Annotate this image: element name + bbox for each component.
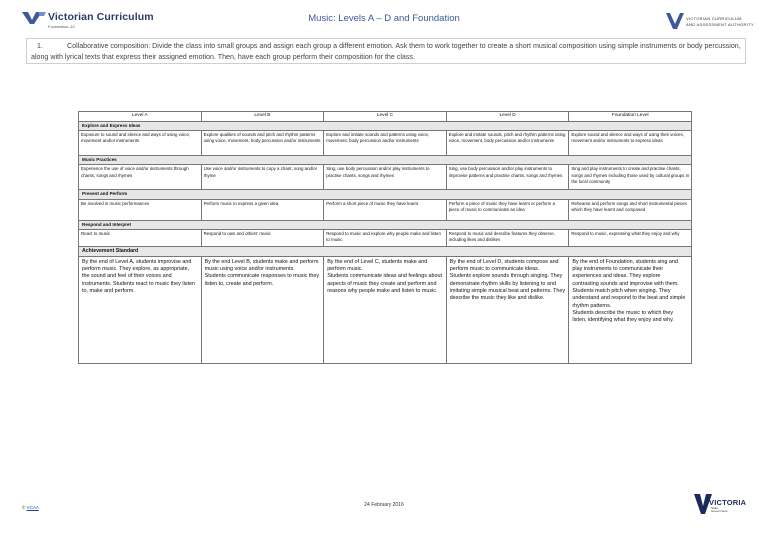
table-row (79, 131, 692, 156)
achievement-cell: By the end of Level D, students compose and perform music to communicate ideas. Students explore sounds through singing. They demonstrate rhythm skills by listening to and imitating simple musical beat and patterns. They describe the music they like and dislike. (446, 256, 569, 363)
vcaa-line-2: AND ASSESSMENT AUTHORITY (686, 21, 754, 27)
vcaa-logo (666, 13, 754, 33)
prompt-number: 1. (37, 42, 43, 50)
table-cell: Respond to music, expressing what they enjoy and why (569, 229, 692, 246)
document-title: Music: Levels A – D and Foundation (308, 13, 460, 24)
section-row (79, 220, 692, 229)
achievement-section-row (79, 246, 692, 256)
vcaa-wordmark (686, 16, 754, 27)
prompt-body: Collaborative composition: Divide the class into small groups and assign each group a different emotion. Ask them to work together to create a short musical composition using simple instruments or body percussion, along with lyrical texts that express their assigned emotion. Then, have each group perform their composition for the class. (31, 42, 741, 61)
table-cell: Respond to own and others' music (201, 229, 324, 246)
achievement-cell: By the end of Level C, students make and perform music. Students communicate ideas and feelings about aspects of music they create and perform and reasons why people make and listen to music. (324, 256, 447, 363)
victoria-sub-state: State (711, 506, 719, 510)
table-cell: Respond to music and explore why people make and listen to music (324, 229, 447, 246)
vcaa-mark-icon (666, 13, 684, 29)
brand-name: Victorian Curriculum (48, 11, 154, 23)
table-cell: Use voice and/or instruments to copy a chant, song and/or rhyme (201, 165, 324, 190)
footer-date: 24 February 2016 (364, 502, 404, 508)
table-cell: Sing, use body percussion and/or play instruments to improvise patterns and practise chants, songs and rhymes (446, 165, 569, 190)
achievement-cell: By the end of Foundation, students sing and play instruments to communicate their experiences and ideas. They explore contrasting sounds and improvise with them. Students match pitch when singing. They understand and respond to the beat and simple rhythm patterns. Students describe the music to which they listen, identifying what they enjoy and why. (569, 256, 692, 363)
vcaa-link[interactable]: VCAA (26, 505, 39, 510)
table-cell: Perform music to express a given idea (201, 199, 324, 220)
table-cell: Respond to music and describe features they observe, including likes and dislikes (446, 229, 569, 246)
section-title: Present and Perform (79, 190, 692, 199)
table-cell: React to music (79, 229, 202, 246)
page-header (0, 0, 768, 36)
section-row (79, 122, 692, 131)
section-row (79, 156, 692, 165)
section-title: Explore and Express Ideas (79, 122, 692, 131)
table-cell: Sing, use body percussion and/or play instruments to practise chants, songs and rhymes (324, 165, 447, 190)
table-cell: Exposure to sound and silence and ways of using voice, movement and/or instruments (79, 131, 202, 156)
prompt-box (26, 38, 746, 64)
achievement-cell: By the end of Level A, students improvise and perform music. They explore, as appropriate, the sound and feel of their voices and instruments. Students react to music they listen to, make and perform. (79, 256, 202, 363)
victoria-wordmark: VICTORIA (709, 498, 747, 507)
victoria-government-logo (694, 494, 747, 518)
copyright-symbol: © (22, 505, 26, 510)
table-cell: Explore qualities of sounds and pitch and rhythm patterns using voice, movement, body percussion and/or instruments (201, 131, 324, 156)
section-row (79, 190, 692, 199)
table-cell: Explore and imitate sounds, pitch and rhythm patterns using voice, movement, body percussion and/or instruments (446, 131, 569, 156)
header-foundation: Foundation Level (569, 112, 692, 122)
table-row (79, 229, 692, 246)
brand-subtitle: Foundation–10 (48, 24, 75, 29)
table-row (79, 165, 692, 190)
curriculum-table (78, 111, 692, 364)
table-cell: Perform a piece of music they have learnt or perform a piece of music to communicate an idea (446, 199, 569, 220)
header-level-a: Level A (79, 112, 202, 122)
vcaa-line-1: VICTORIAN CURRICULUM (686, 16, 742, 21)
table-cell: Be involved in music performances (79, 199, 202, 220)
header-level-c: Level C (324, 112, 447, 122)
section-title: Music Practices (79, 156, 692, 165)
table-cell: Explore sound and silence and ways of using their voices, movement and/or instruments to express ideas (569, 131, 692, 156)
table-row (79, 199, 692, 220)
prompt-text (31, 41, 743, 63)
table-cell: Explore and imitate sounds and patterns using voice, movement, body percussion and/or instruments (324, 131, 447, 156)
table-cell: Perform a short piece of music they have learnt (324, 199, 447, 220)
achievement-row (79, 256, 692, 363)
achievement-title: Achievement Standard (79, 246, 692, 256)
header-level-d: Level D (446, 112, 569, 122)
achievement-cell: By the end Level B, students make and perform music using voice and/or instruments. Students communicate responses to music they listen to, create and perform. (201, 256, 324, 363)
section-title: Respond and Interpret (79, 220, 692, 229)
table-cell: Rehearse and perform songs and short instrumental pieces which they have learnt and composed (569, 199, 692, 220)
table-cell: Experience the use of voice and/or instruments through chants, songs and rhymes (79, 165, 202, 190)
victoria-subtitle (711, 507, 728, 514)
table-cell: Sing and play instruments to create and practise chants, songs and rhymes including those used by cultural groups in the local community (569, 165, 692, 190)
table-header-row (79, 112, 692, 122)
victoria-sub-government: Government (711, 509, 728, 514)
header-level-b: Level B (201, 112, 324, 122)
